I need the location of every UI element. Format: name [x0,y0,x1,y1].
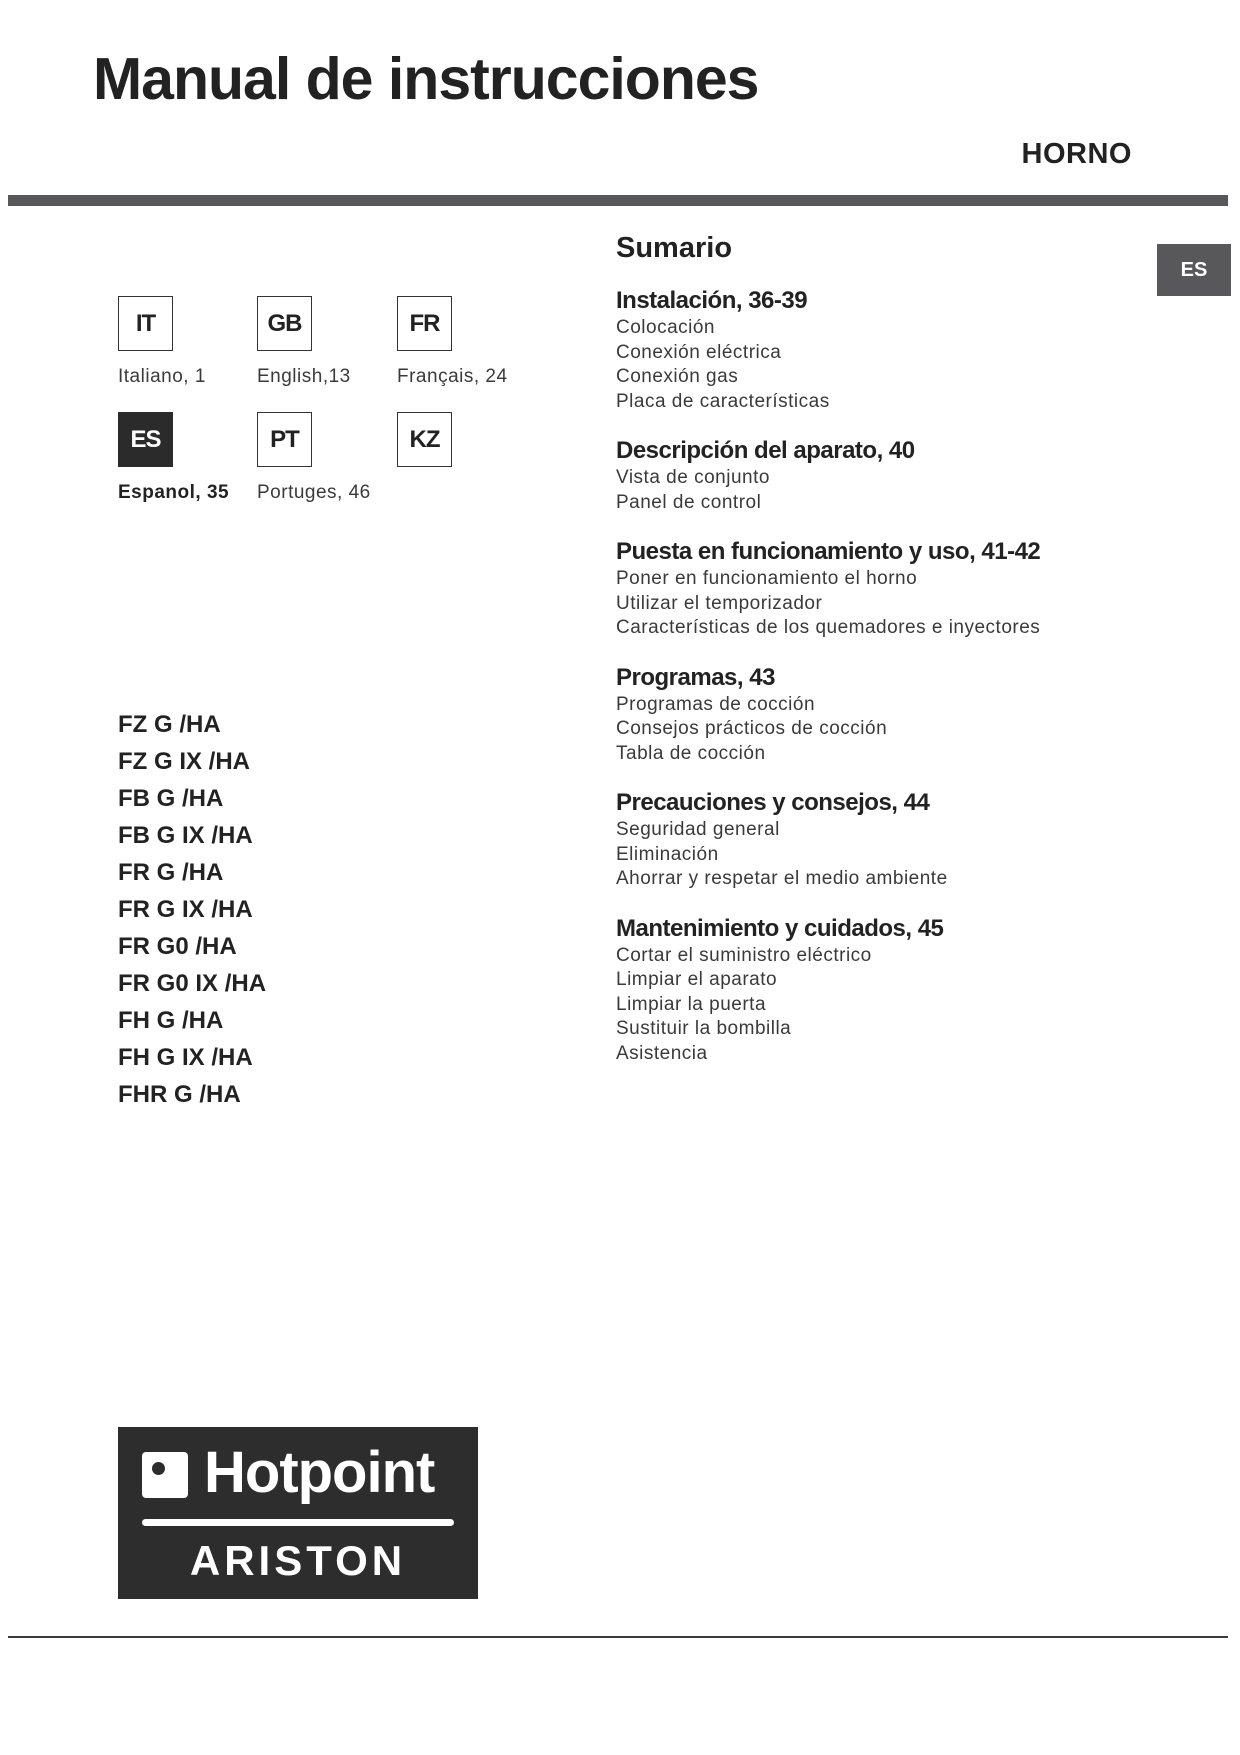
product-type: HORNO [1021,138,1132,170]
table-of-contents [616,230,1136,1088]
toc-item: Panel de control [616,491,762,513]
toc-item: Limpiar la puerta [616,993,767,1015]
toc-item: Conexión gas [616,366,739,387]
lang-box-it: IT [118,296,173,351]
lang-label-fr: Français, 24 [397,366,508,387]
toc-item: Eliminación [616,843,719,865]
toc-item: Utilizar el temporizador [616,592,823,614]
logo-sub-text: ARISTON [189,1537,407,1584]
toc-section-description [616,436,1136,515]
logo-mark-icon [142,1452,188,1498]
footer-divider [8,1636,1228,1638]
model-item: FH G IX /HA [118,1044,253,1071]
lang-label-es: Espanol, 35 [118,482,230,503]
toc-item: Vista de conjunto [616,467,770,488]
lang-label-gb: English,13 [257,366,351,387]
model-item: FB G /HA [118,785,224,812]
model-item: FR G0 /HA [118,933,237,960]
model-item: FZ G IX /HA [118,748,250,775]
toc-section-precautions [616,788,1136,892]
lang-box-gb: GB [257,296,312,351]
toc-section-title: Puesta en funcionamiento y uso, 41-42 [616,538,1041,565]
model-item: FZ G /HA [118,711,221,738]
toc-section-title: Descripción del aparato, 40 [616,437,915,464]
lang-label-it: Italiano, 1 [118,366,206,387]
lang-label-pt: Portuges, 46 [257,482,371,503]
toc-item: Consejos prácticos de cocción [616,718,888,739]
language-tab-es: ES [1157,244,1231,296]
toc-section-title: Precauciones y consejos, 44 [616,789,930,816]
toc-section-title: Instalación, 36-39 [616,287,808,314]
lang-box-kz: KZ [397,412,452,467]
model-item: FH G /HA [118,1007,224,1034]
model-item: FHR G /HA [118,1081,241,1108]
toc-section-title: Mantenimiento y cuidados, 45 [616,914,944,942]
model-item: FB G IX /HA [118,822,253,849]
logo-brand-text: Hotpoint [204,1440,435,1505]
toc-item: Conexión eléctrica [616,341,782,363]
toc-item: Seguridad general [616,819,780,840]
toc-item: Ahorrar y respetar el medio ambiente [616,868,948,889]
brand-logo [118,1427,478,1599]
toc-item: Tabla de cocción [616,742,766,764]
header-divider [8,195,1228,206]
model-item: FR G /HA [118,859,224,886]
toc-heading: Sumario [616,232,733,264]
toc-item: Placa de características [616,390,830,412]
toc-item: Poner en funcionamiento el horno [616,568,918,589]
toc-item: Características de los quemadores e inyectores [616,617,1041,638]
lang-box-es: ES [118,412,173,467]
toc-section-maintenance [616,914,1136,1067]
toc-item: Cortar el suministro eléctrico [616,944,872,966]
toc-section-installation [616,286,1136,414]
toc-item: Sustituir la bombilla [616,1018,792,1039]
toc-section-programs [616,663,1136,767]
logo-divider [142,1519,454,1526]
model-item: FR G IX /HA [118,896,253,923]
model-item: FR G0 IX /HA [118,970,267,997]
model-list [118,706,266,1113]
page-title: Manual de instrucciones [93,46,759,112]
toc-item: Asistencia [616,1042,708,1064]
toc-item: Programas de cocción [616,693,816,715]
lang-box-fr: FR [397,296,452,351]
lang-box-pt: PT [257,412,312,467]
toc-section-title: Programas, 43 [616,663,775,691]
toc-section-startup [616,537,1136,641]
toc-item: Colocación [616,317,715,338]
toc-item: Limpiar el aparato [616,969,778,990]
